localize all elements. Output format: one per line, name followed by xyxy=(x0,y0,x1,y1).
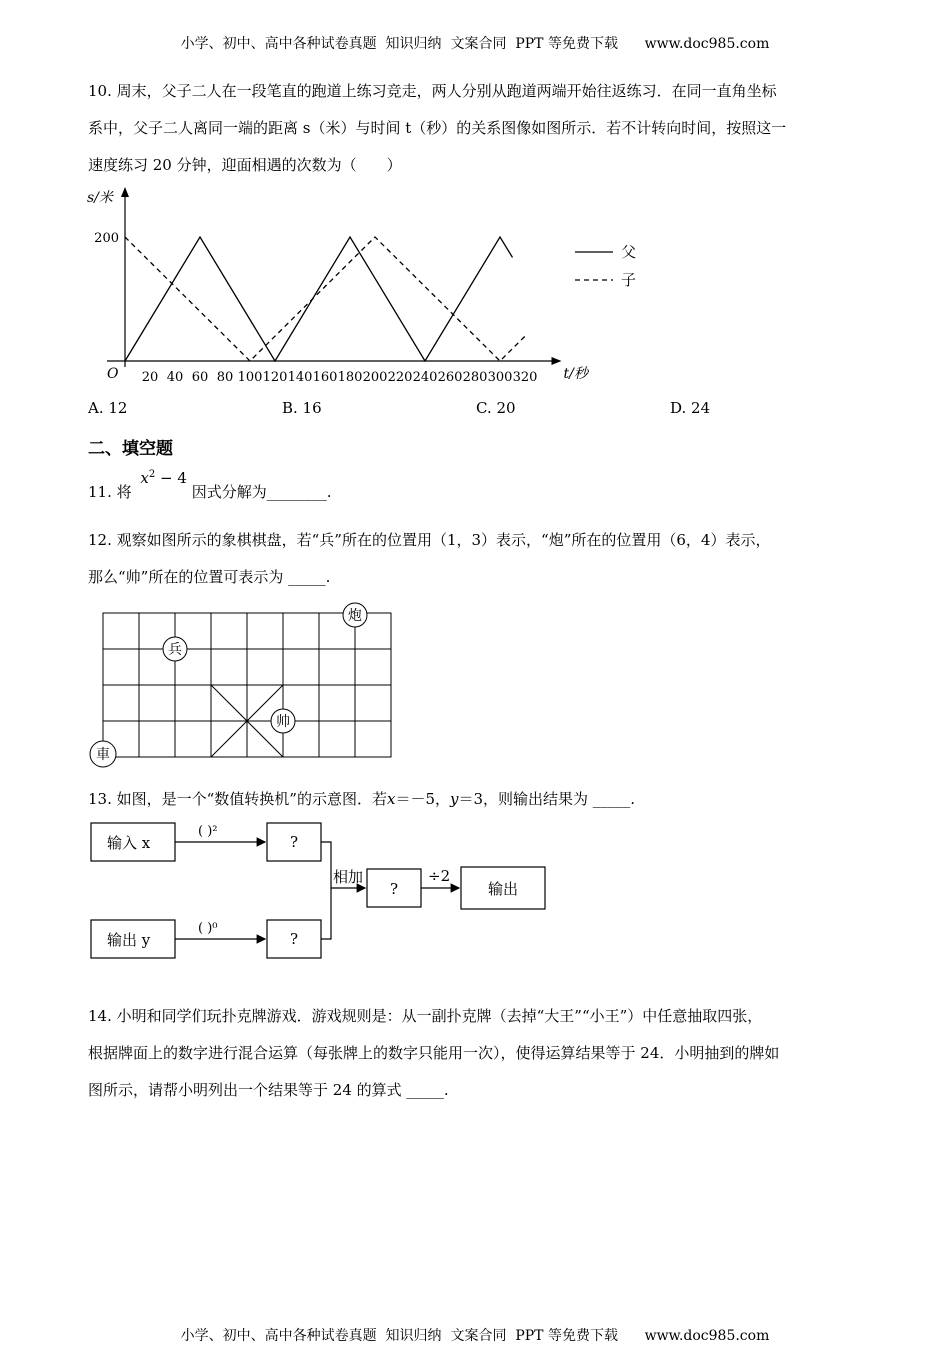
section-title-fill-in: 二、填空题 xyxy=(88,439,173,459)
label-q1: ? xyxy=(289,833,299,851)
y-axis-label: s/米 xyxy=(87,190,113,206)
q10-line2: 系中，父子二人离同一端的距离 s（米）与时间 t（秒）的关系图像如图所示．若不计转向时间，按照这一 xyxy=(88,119,787,137)
piece-bing[interactable] xyxy=(163,637,187,661)
x-tick-label: 20 xyxy=(141,370,159,385)
series-line-son xyxy=(125,237,525,361)
x-tick-label: 320 xyxy=(512,370,538,385)
q11-expr-exp: 2 xyxy=(148,469,156,480)
q14-line3: 图所示，请帮小明列出一个结果等于 24 的算式 _____. xyxy=(88,1081,449,1099)
x-tick-label: 200 xyxy=(362,370,388,385)
page-header: 小学、初中、高中各种试卷真题 知识归纳 文案合同 PPT 等免费下载 www.doc985.com xyxy=(180,36,770,52)
q10-line3: 速度练习 20 分钟，迎面相遇的次数为（ ） xyxy=(88,156,402,174)
label-op-square: ( )² xyxy=(198,824,218,839)
q11-suffix: 因式分解为________. xyxy=(191,483,332,501)
x-tick-label: 140 xyxy=(287,370,313,385)
y-axis-arrow xyxy=(121,187,129,197)
svg-text:兵: 兵 xyxy=(168,642,182,658)
x-tick-label: 40 xyxy=(166,370,184,385)
q11-prefix: 11. 将 xyxy=(88,483,132,501)
chess-board xyxy=(85,597,405,772)
x-tick-label: 280 xyxy=(462,370,488,385)
question-13 xyxy=(88,788,635,809)
x-tick-label: 220 xyxy=(387,370,413,385)
option-a[interactable]: A. 12 xyxy=(88,399,128,417)
x-tick-label: 120 xyxy=(262,370,288,385)
label-output-y: 输出 y xyxy=(107,931,151,949)
bracket-add xyxy=(321,842,331,939)
x-axis-arrow xyxy=(552,357,562,365)
q11-expr-rest: − 4 xyxy=(160,469,187,487)
q13-text-suffix: ＝3，则输出结果为 _____. xyxy=(458,790,636,808)
x-tick-label: 60 xyxy=(191,370,209,385)
piece-pao[interactable] xyxy=(343,603,367,627)
q14-line1: 14. 小明和同学们玩扑克牌游戏．游戏规则是：从一副扑克牌（去掉“大王”“小王”）中任意抽取四张， xyxy=(88,1007,763,1025)
x-tick-label: 240 xyxy=(412,370,438,385)
origin-label: O xyxy=(107,366,119,382)
legend-label-son: 子 xyxy=(621,271,637,289)
q11-expression xyxy=(140,469,187,487)
label-q2: ? xyxy=(289,930,299,948)
q12-line1: 12. 观察如图所示的象棋棋盘，若“兵”所在的位置用（1，3）表示，“炮”所在的位置用（6，4）表示， xyxy=(88,531,771,549)
label-input-x: 输入 x xyxy=(107,834,151,852)
question-14 xyxy=(88,998,868,1109)
legend-label-father: 父 xyxy=(621,243,637,261)
label-add: 相加 xyxy=(333,868,364,886)
distance-time-chart xyxy=(85,185,645,390)
option-c[interactable]: C. 20 xyxy=(476,399,516,417)
option-b[interactable]: B. 16 xyxy=(282,399,322,417)
x-tick-label: 180 xyxy=(337,370,363,385)
svg-text:帅: 帅 xyxy=(276,714,290,730)
page-footer: 小学、初中、高中各种试卷真题 知识归纳 文案合同 PPT 等免费下载 www.doc985.com xyxy=(180,1328,770,1344)
label-divide: ÷2 xyxy=(428,867,451,885)
x-axis-label: t/秒 xyxy=(563,366,588,382)
svg-text:炮: 炮 xyxy=(348,608,362,624)
question-12 xyxy=(88,522,868,596)
q13-text-prefix: 13. 如图，是一个“数值转换机”的示意图．若 xyxy=(88,790,387,808)
x-tick-label: 160 xyxy=(312,370,338,385)
label-output: 输出 xyxy=(487,880,519,898)
question-10 xyxy=(88,73,868,184)
x-tick-label: 100 xyxy=(237,370,263,385)
q13-var-x: x xyxy=(386,790,396,808)
x-tick-label: 300 xyxy=(487,370,513,385)
label-op-zero: ( )⁰ xyxy=(198,921,218,936)
svg-text:車: 車 xyxy=(96,747,110,763)
option-d[interactable]: D. 24 xyxy=(670,399,711,417)
q13-text-mid: ＝－5， xyxy=(395,790,450,808)
board-grid xyxy=(103,613,391,757)
label-q3: ? xyxy=(389,880,399,898)
q10-line1: 10. 周末，父子二人在一段笔直的跑道上练习竞走，两人分别从跑道两端开始往返练习．在同一直角坐标 xyxy=(88,82,777,100)
q13-var-y: y xyxy=(449,790,459,808)
q14-line2: 根据牌面上的数字进行混合运算（每张牌上的数字只能用一次），使得运算结果等于 24．小明抽到的牌如 xyxy=(88,1044,780,1062)
q12-line2: 那么“帅”所在的位置可表示为 _____. xyxy=(88,568,331,586)
q11-expr-base: x xyxy=(140,469,149,487)
x-tick-label: 260 xyxy=(437,370,463,385)
piece-shuai[interactable] xyxy=(271,709,295,733)
question-11 xyxy=(88,469,332,502)
x-tick-label: 80 xyxy=(216,370,234,385)
conversion-machine-diagram xyxy=(85,815,555,965)
piece-che[interactable] xyxy=(90,741,116,767)
y-tick-label-200: 200 xyxy=(94,231,119,246)
series-line-father xyxy=(125,237,513,361)
